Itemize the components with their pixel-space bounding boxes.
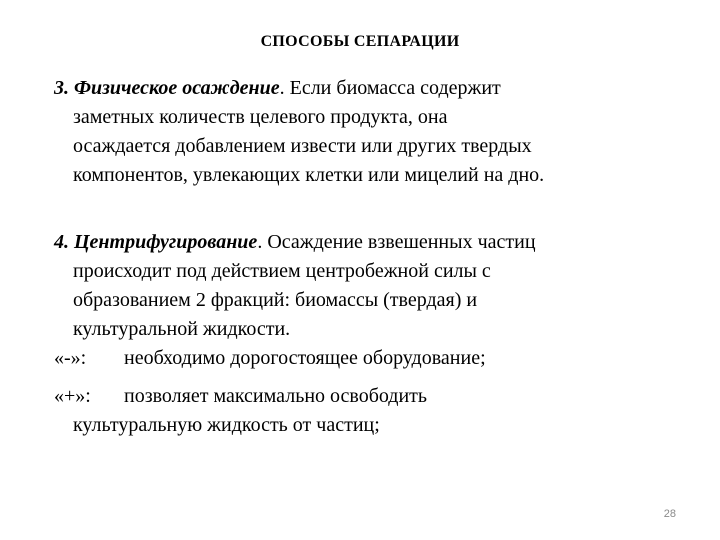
- advantage-line: [54, 382, 694, 411]
- section-3-heading: 3. Физическое осаждение: [54, 77, 280, 99]
- section-3-text-2: заметных количеств целевого продукта, она: [73, 106, 448, 128]
- section-4-text-1: . Осаждение взвешенных частиц: [257, 231, 536, 253]
- slide-title: СПОСОБЫ СЕПАРАЦИИ: [260, 33, 460, 50]
- advantage-text-continuation: культуральную жидкость от частиц;: [73, 414, 380, 436]
- disadvantage-text: необходимо дорогостоящее оборудование;: [124, 347, 486, 369]
- section-3-text-1: . Если биомасса содержит: [279, 77, 501, 99]
- page-number: 28: [663, 508, 676, 520]
- section-4-heading: 4. Центрифугирование: [54, 231, 258, 253]
- disadvantage-line: [54, 344, 694, 373]
- section-4-text-3: образованием 2 фракций: биомассы (твердая) и: [73, 289, 478, 311]
- minus-marker: «-»:: [54, 347, 87, 369]
- section-4-first-line: [54, 228, 694, 257]
- section-4-text-4: культуральной жидкости.: [73, 318, 291, 340]
- section-3-first-line: [54, 74, 694, 103]
- section-physical-sedimentation: [54, 74, 694, 190]
- section-3-text-3: осаждается добавлением извести или других твердых: [73, 135, 532, 157]
- plus-marker: «+»:: [54, 385, 91, 407]
- section-3-text-4: компонентов, увлекающих клетки или мицелий на дно.: [73, 164, 545, 186]
- section-centrifugation: [54, 228, 694, 344]
- section-4-text-2: происходит под действием центробежной силы с: [73, 260, 491, 282]
- advantage-text: позволяет максимально освободить: [124, 385, 428, 407]
